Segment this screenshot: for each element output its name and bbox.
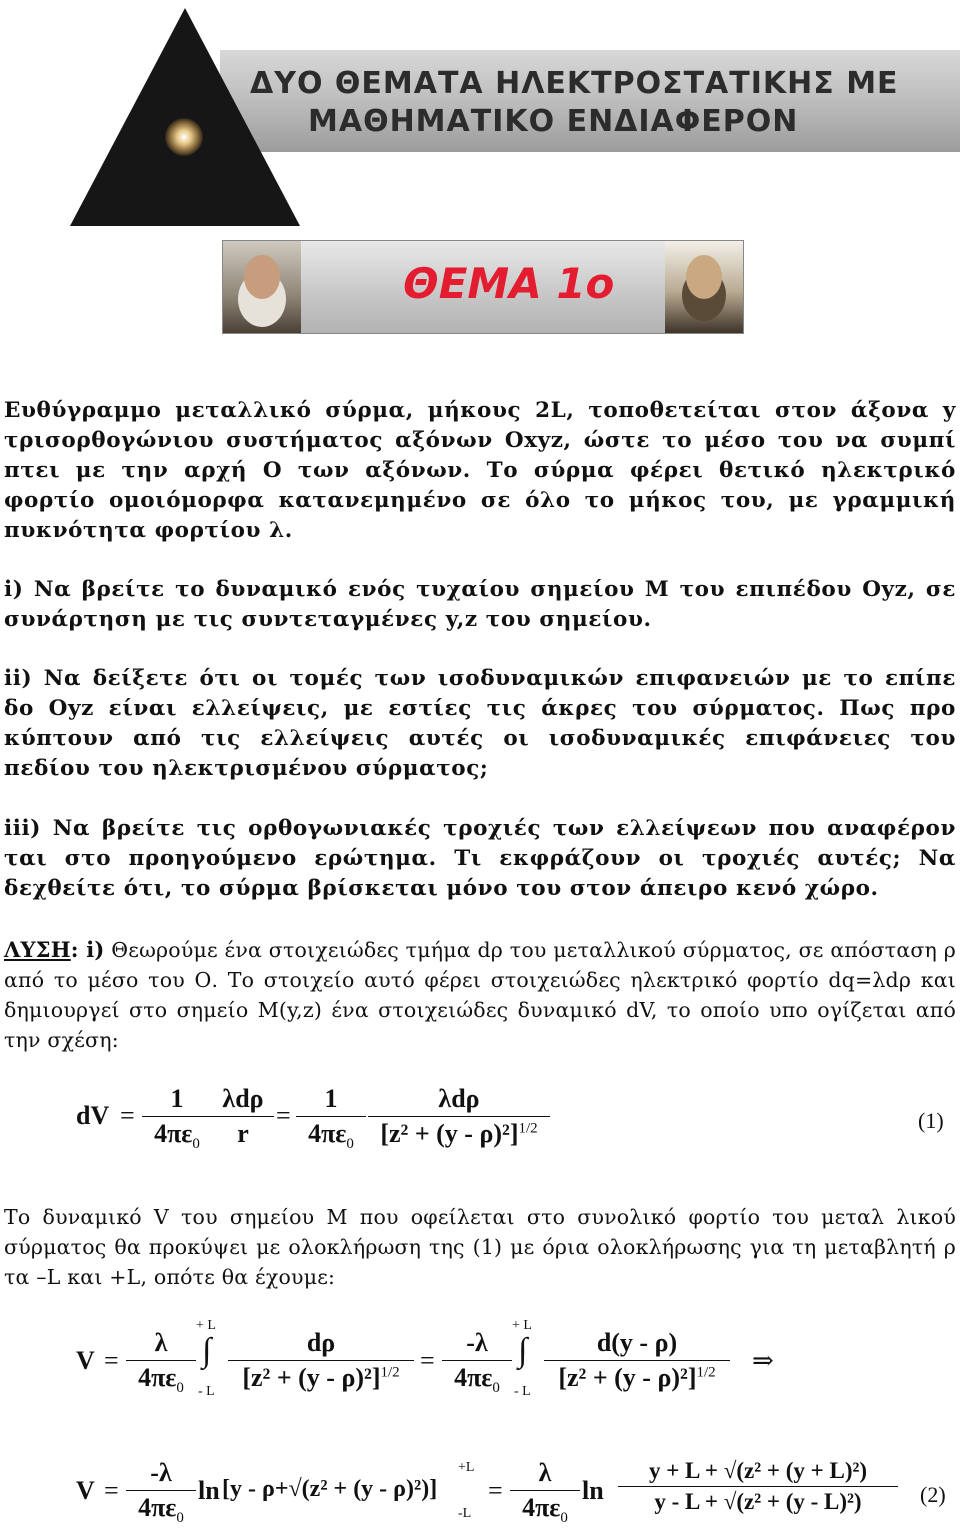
eq3-upper-limit: +L [458, 1460, 475, 1475]
eq3-f3-denominator: y - L + √(z² + (y - L)²) [654, 1489, 862, 1514]
eq2-f1-denominator: 4πε [138, 1363, 177, 1392]
header-banner [70, 8, 899, 228]
question-1: i) Να βρείτε το δυναμικό ενός τυχαίου σημείου Μ του επιπέδου Oyz, σε συνάρτηση με τις συντεταγμένες y,z του σημείου. [4, 577, 956, 632]
eq2-fraction-4 [544, 1328, 730, 1393]
title-line-1: ΔΥΟ ΘΕΜΑΤΑ ΗΛΕΚΤΡΟΣΤΑΤΙΚΗΣ ΜΕ [250, 66, 899, 101]
integral-sign-1: ∫ [202, 1332, 212, 1369]
eq3-bracket: [y - ρ+√(z² + (y - ρ)²)] [222, 1476, 438, 1502]
eq3-lower-limit: -L [458, 1506, 472, 1521]
eq1-lhs: dV [76, 1101, 110, 1130]
bearded-scientist-portrait [223, 241, 301, 333]
eq1-f1-denominator: 4πε [154, 1119, 193, 1148]
eq1-f2-denominator: r [237, 1119, 249, 1148]
eq2-f1-numerator: λ [154, 1328, 168, 1357]
eq2-f2-exponent: 1/2 [380, 1364, 400, 1381]
eq3-ln-1: ln [198, 1476, 220, 1505]
eq2-f4-exponent: 1/2 [696, 1364, 716, 1381]
star-pyramid-icon [165, 118, 203, 156]
eq2-equals-2: = [420, 1346, 435, 1375]
eq3-f2-denominator: 4πε [522, 1493, 561, 1522]
eq2-f2-numerator: dρ [306, 1328, 336, 1357]
eq2-int2-lower: - L [514, 1384, 531, 1399]
pyramid-logo [70, 8, 300, 226]
eq2-int1-upper: + L [196, 1318, 216, 1333]
eq3-ln-2: ln [582, 1476, 604, 1505]
problem-intro: Ευθύγραμμο μεταλλικό σύρμα, μήκους 2L, τοποθετείται στον άξονα y τρισορθογώνιου συστήματος αξόνων Oxyz, ώστε το μέσο του να συμπί πτει με την αρχή Ο των αξόνων. Το σύρμα φέρει θετικό ηλεκτρικό φορτίο ομοιόμορφα κατανεμημένο σε όλο το μήκος του, με γραμμική πυκνότητα φορτίου λ. [4, 398, 956, 543]
eq1-f3-numerator: 1 [324, 1084, 338, 1113]
eq3-f3-numerator: y + L + √(z² + (y + L)²) [648, 1458, 868, 1483]
question-2: ii) Να δείξετε ότι οι τομές των ισοδυναμικών επιφανειών με το επίπε δο Oyz είναι ελλείψεις, με εστίες τις άκρες του σύρματος. Πως προ κύπτουν από τις ελλείψεις αυτές οι ισοδυναμικές επιφάνειες του πεδίου του ηλεκτρισμένου σύρματος; [4, 666, 956, 781]
eq1-f2-numerator: λdρ [222, 1084, 264, 1113]
eq2-f3-numerator: -λ [466, 1328, 488, 1357]
eq3-f1-denominator: 4πε [138, 1493, 177, 1522]
eq1-f4-exponent: 1/2 [518, 1120, 538, 1137]
eq3-equals-2: = [488, 1476, 503, 1505]
eq2-f4-denominator: [z² + (y - ρ)²] [558, 1363, 697, 1392]
equation-number-1: (1) [918, 1108, 944, 1133]
eq1-equals-2: = [276, 1101, 291, 1130]
title-line-2: ΜΑΘΗΜΑΤΙΚΟ ΕΝΔΙΑΦΕΡΟΝ [308, 104, 799, 139]
eq1-f3-subscript: 0 [346, 1136, 354, 1153]
eq1-fraction-2 [212, 1084, 274, 1149]
implies-icon: ⇒ [752, 1346, 774, 1375]
eq3-f1-numerator: -λ [150, 1458, 172, 1487]
eq3-f1-subscript: 0 [176, 1510, 184, 1527]
eq3-fraction-3 [618, 1458, 898, 1515]
eq1-f1-numerator: 1 [170, 1084, 184, 1113]
eq3-lhs: V [76, 1476, 95, 1505]
question-3: iii) Να βρείτε τις ορθογωνιακές τροχιές των ελλείψεων που αναφέρον ται στο προηγούμενο ερώτημα. Τι εκφράζουν οι τροχιές αυτές; Να δεχθείτε ότι, το σύρμα βρίσκεται μόνο του στον άπειρο κενό χώρο. [4, 816, 956, 901]
eq2-equals: = [104, 1346, 119, 1375]
solution-text-1 [4, 935, 956, 1055]
eq3-f2-subscript: 0 [560, 1510, 568, 1527]
eq1-fraction-3 [296, 1084, 366, 1153]
eq1-f4-numerator: λdρ [438, 1084, 480, 1113]
eq2-lhs: V [76, 1346, 95, 1375]
eq2-fraction-1 [126, 1328, 196, 1397]
eq1-fraction-4 [368, 1084, 550, 1149]
topic-banner [222, 240, 744, 334]
solution-paragraph-1: Θεωρούμε ένα στοιχειώδες τμήμα dρ του μεταλλικού σύρματος, σε απόσταση ρ από το μέσο του Ο. Το στοιχείο αυτό φέρει στοιχειώδες ηλεκτρικό φορτίο dq=λdρ και δημιουργεί στο σημείο Μ(y,z) ένα στοιχειώδες δυναμικό dV, το οποίο υπο ογίζεται από την σχέση: [4, 938, 957, 1052]
eq3-equals: = [104, 1476, 119, 1505]
integral-sign-2: ∫ [518, 1332, 528, 1369]
eq2-int2-upper: + L [512, 1318, 532, 1333]
solution-text-2: Το δυναμικό V του σημείου Μ που οφείλεται στο συνολικό φορτίο του μεταλ λικού σύρματος θα προκύψει με ολοκλήρωση της (1) με όρια ολοκλήρωσης για τη μεταβλητή ρ τα –L και +L, οπότε θα έχουμε: [4, 1205, 956, 1289]
solution-part: : i) [70, 937, 105, 962]
solution-label: ΛΥΣΗ [4, 937, 71, 962]
eq2-f3-subscript: 0 [492, 1380, 500, 1397]
equation-number-2: (2) [920, 1482, 946, 1507]
eq2-f4-numerator: d(y - ρ) [596, 1328, 678, 1357]
eq2-f3-denominator: 4πε [454, 1363, 493, 1392]
eq3-f2-numerator: λ [538, 1458, 552, 1487]
eq1-equals: = [120, 1101, 135, 1130]
eq1-f4-denominator: [z² + (y - ρ)²] [380, 1119, 519, 1148]
eq2-int1-lower: - L [198, 1384, 215, 1399]
eq1-f1-subscript: 0 [192, 1136, 200, 1153]
eq2-fraction-3 [442, 1328, 512, 1397]
topic-label: ΘΕΜΑ 1ο [403, 259, 615, 308]
eq3-fraction-2 [510, 1458, 580, 1527]
eq2-f2-denominator: [z² + (y - ρ)²] [242, 1363, 381, 1392]
eq3-fraction-1 [126, 1458, 196, 1527]
eq1-f3-denominator: 4πε [308, 1119, 347, 1148]
eq1-fraction-1 [142, 1084, 212, 1153]
eq2-fraction-2 [228, 1328, 414, 1393]
eq2-f1-subscript: 0 [176, 1380, 184, 1397]
bearded-man-portrait [665, 241, 743, 333]
